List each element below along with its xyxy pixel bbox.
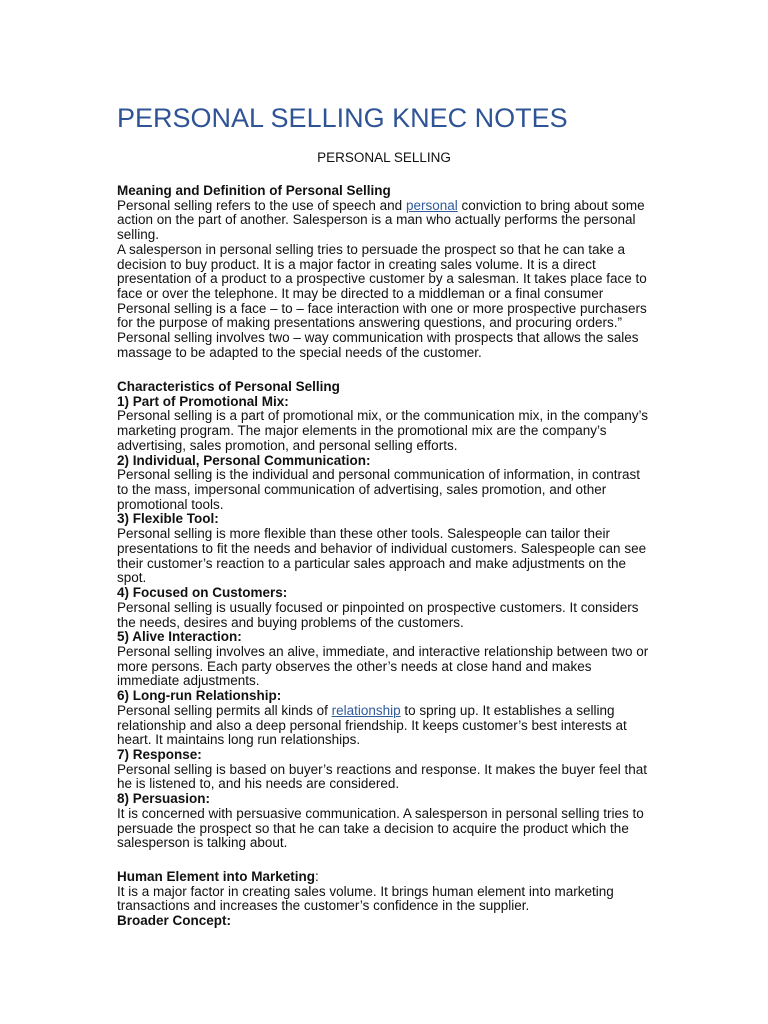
body-line: advertising, sales promotion, and personal selling efforts.	[117, 437, 458, 453]
body-line: massage to be adapted to the special needs of the customer.	[117, 344, 482, 360]
body-line: selling.	[117, 227, 160, 243]
body-text: Personal selling refers to the use of speech and	[117, 197, 406, 213]
section-heading-text: Human Element into Marketing	[117, 869, 316, 884]
body-text: Personal selling permits all kinds of	[117, 702, 332, 718]
section-heading: Characteristics of Personal Selling	[117, 379, 340, 394]
item-heading: 6) Long-run Relationship:	[117, 688, 282, 704]
body-line: for the purpose of making presentations answering questions, and procuring orders.”	[117, 315, 623, 331]
body-line	[117, 199, 651, 214]
relationship-link[interactable]: relationship	[331, 702, 401, 718]
body-text: conviction to bring about some	[457, 197, 645, 213]
body-line: promotional tools.	[117, 496, 224, 512]
body-line: decision to buy product. It is a major factor in creating sales volume. It is a direct	[117, 256, 596, 272]
body-line: A salesperson in personal selling tries to persuade the prospect so that he can take a	[117, 241, 626, 257]
body-line: their customer’s reaction to a particular sales approach and make adjustments on the	[117, 555, 627, 571]
body-line: transactions and increases the customer’s confidence in the supplier.	[117, 898, 530, 914]
body-line: action on the part of another. Salesperson is a man who actually performs the personal	[117, 212, 636, 228]
body-line: salesperson is talking about.	[117, 835, 288, 851]
body-line: Personal selling is based on buyer’s reactions and response. It makes the buyer feel that	[117, 761, 648, 777]
item-heading: 5) Alive Interaction:	[117, 629, 242, 645]
section-heading: Meaning and Definition of Personal Selling	[117, 183, 391, 198]
body-line: Personal selling is a face – to – face interaction with one or more prospective purchasers	[117, 300, 647, 316]
subtitle-block	[117, 151, 651, 166]
body-line: Personal selling is usually focused or pinpointed on prospective customers. It considers	[117, 599, 639, 615]
section-heading-suffix: :	[315, 869, 319, 884]
section-heading	[117, 870, 651, 885]
item-heading: 8) Persuasion:	[117, 791, 211, 807]
body-line	[117, 704, 651, 719]
personal-link[interactable]: personal	[405, 197, 458, 213]
section-heading: Broader Concept:	[117, 913, 232, 929]
body-line: immediate adjustments.	[117, 673, 260, 689]
document-title: PERSONAL SELLING KNEC NOTES	[117, 103, 568, 133]
body-line: presentations to fit the needs and behavior of individual customers. Salespeople can see	[117, 540, 647, 556]
body-line: marketing program. The major elements in the promotional mix are the company’s	[117, 423, 607, 439]
body-line: to the mass, impersonal communication of advertising, sales promotion, and other	[117, 482, 607, 498]
body-line: It is concerned with persuasive communication. A salesperson in personal selling tries to	[117, 805, 644, 821]
body-line: the needs, desires and buying problems of the customers.	[117, 614, 464, 630]
body-line: more persons. Each party observes the other’s needs at close hand and makes	[117, 658, 592, 674]
document-subtitle: PERSONAL SELLING	[317, 150, 451, 165]
item-heading: 2) Individual, Personal Communication:	[117, 452, 371, 468]
body-line: Personal selling involves two – way communication with prospects that allows the sales	[117, 330, 639, 346]
body-line: persuade the prospect so that he can take a decision to acquire the product which the	[117, 820, 629, 836]
body-line: spot.	[117, 570, 147, 586]
characteristics-section	[117, 380, 651, 851]
body-line: presentation of a product to a prospective customer by a salesman. It takes place face to	[117, 271, 647, 287]
body-line: Personal selling is more flexible than these other tools. Salespeople can tailor their	[117, 526, 611, 542]
body-line: It is a major factor in creating sales volume. It brings human element into marketing	[117, 883, 614, 899]
body-text: to spring up. It establishes a selling	[400, 702, 615, 718]
item-heading: 1) Part of Promotional Mix:	[117, 393, 289, 409]
body-line: heart. It maintains long run relationships.	[117, 732, 361, 748]
body-line: Personal selling is a part of promotional mix, or the communication mix, in the company’s	[117, 408, 648, 424]
body-line: he is listened to, and his needs are considered.	[117, 776, 400, 792]
body-line: face or over the telephone. It may be directed to a middleman or a final consumer	[117, 286, 604, 302]
body-line: relationship and also a deep personal friendship. It keeps customer’s best interests at	[117, 717, 627, 733]
item-heading: 3) Flexible Tool:	[117, 511, 219, 527]
item-heading: 4) Focused on Customers:	[117, 585, 288, 601]
meaning-section	[117, 184, 651, 361]
human-element-section	[117, 870, 651, 929]
body-line: Personal selling involves an alive, immediate, and interactive relationship between two or	[117, 643, 649, 659]
body-line: Personal selling is the individual and personal communication of information, in contrast	[117, 467, 641, 483]
item-heading: 7) Response:	[117, 746, 202, 762]
